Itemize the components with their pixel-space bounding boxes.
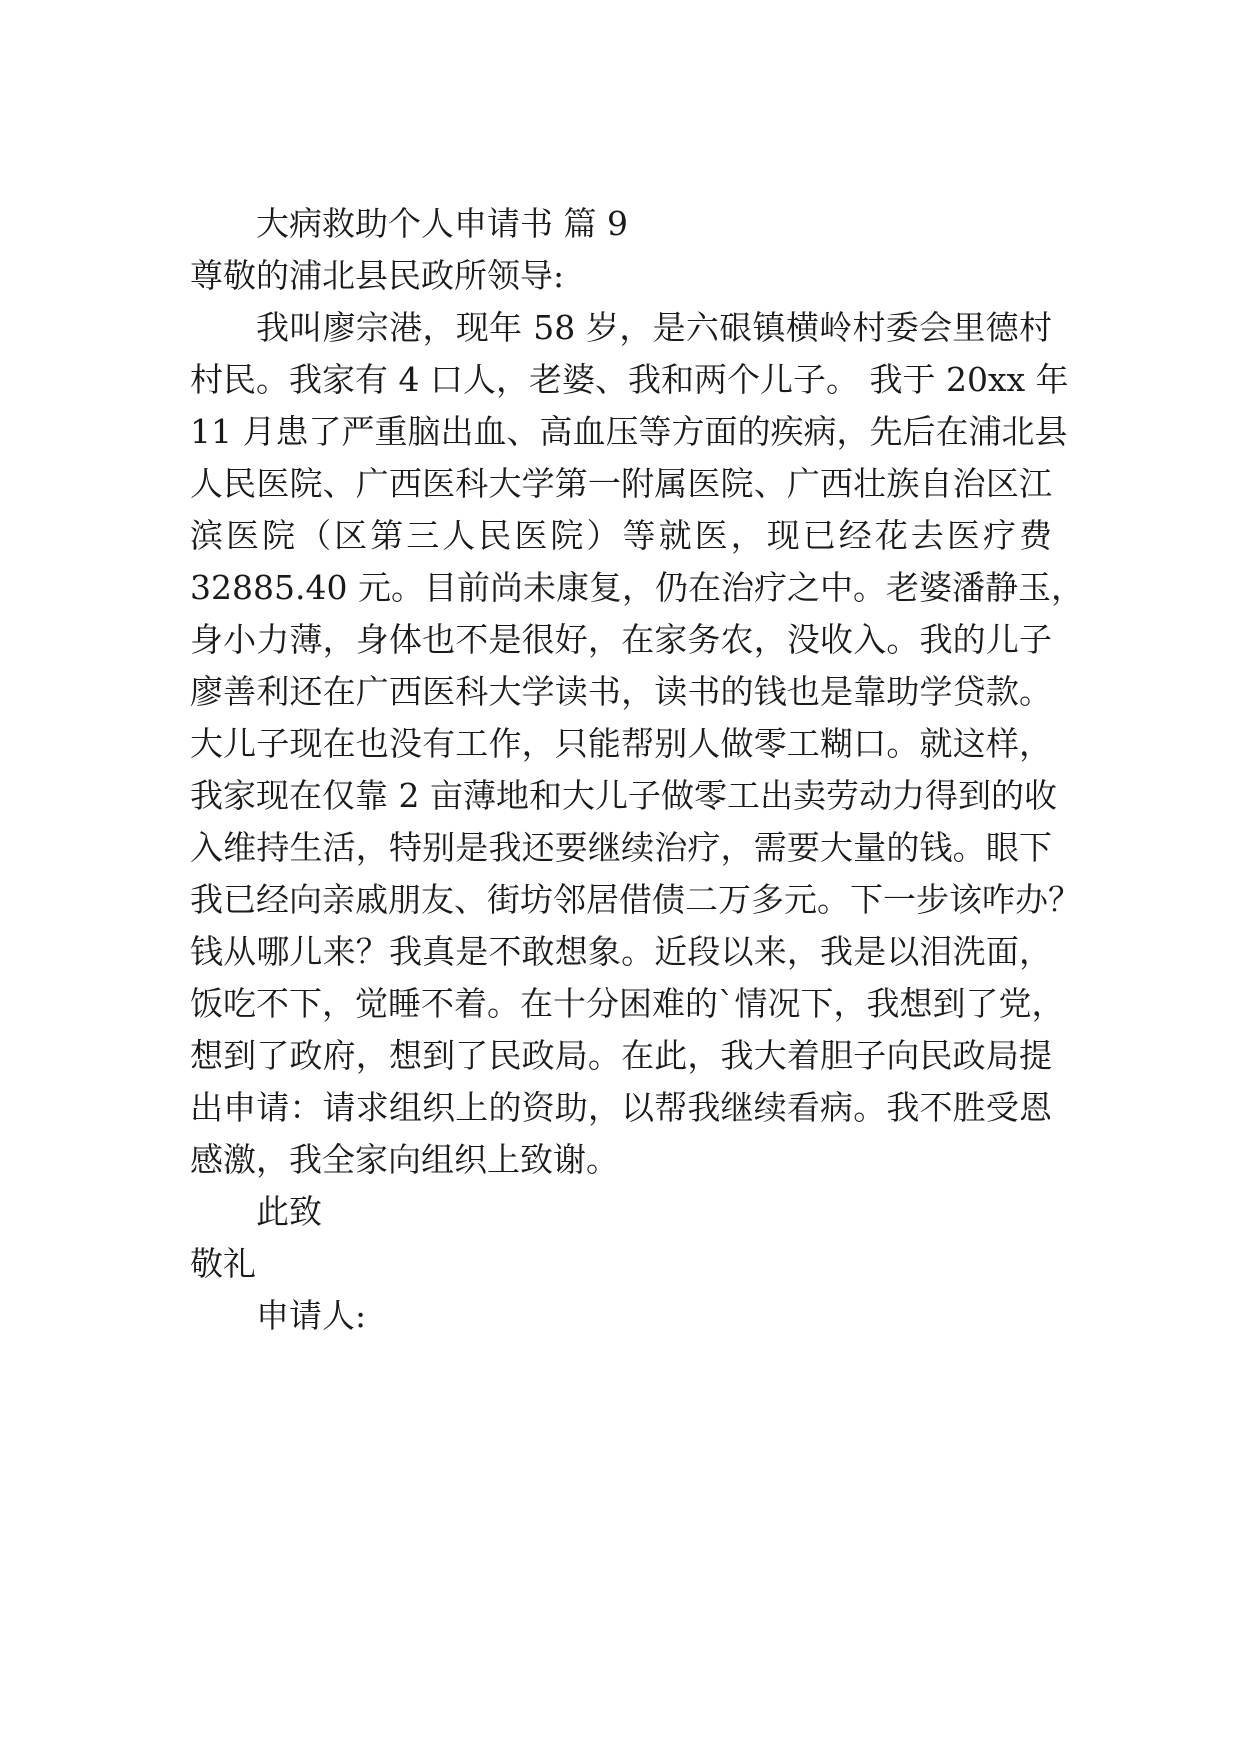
body-line: 32885.40 元。目前尚未康复，仍在治疗之中。老婆潘静玉， [190,568,1084,607]
body-line: 村民。我家有 4 口人，老婆、我和两个儿子。 我于 20xx 年 [190,360,1069,399]
body-line: 廖善利还在广西医科大学读书，读书的钱也是靠助学贷款。 [190,672,1052,711]
body-line: 人民医院、广西医科大学第一附属医院、广西壮族自治区江 [190,464,1052,503]
body-line: 11 月患了严重脑出血、高血压等方面的疾病，先后在浦北县 [190,412,1068,451]
document-title: 大病救助个人申请书 篇 9 [256,204,628,243]
signature-label: 申请人: [256,1296,367,1335]
closing-salute: 敬礼 [190,1244,256,1283]
closing-line: 此致 [256,1192,322,1231]
body-line: 我已经向亲戚朋友、街坊邻居借债二万多元。下一步该咋办？ [190,880,1081,919]
body-line: 感激，我全家向组织上致谢。 [190,1140,619,1179]
body-line: 出申请：请求组织上的资助，以帮我继续看病。我不胜受恩 [190,1088,1052,1127]
body-line: 我家现在仅靠 2 亩薄地和大儿子做零工出卖劳动力得到的收 [190,776,1057,815]
body-line: 滨医院（区第三人民医院）等就医，现已经花去医疗费 [190,516,1052,555]
body-line: 想到了政府，想到了民政局。在此，我大着胆子向民政局提 [190,1036,1052,1075]
body-line: 钱从哪儿来？我真是不敢想象。近段以来，我是以泪洗面， [190,932,1052,971]
body-line: 我叫廖宗港，现年 58 岁，是六硍镇横岭村委会里德村 [256,308,1052,347]
body-line: 身小力薄，身体也不是很好，在家务农，没收入。我的儿子 [190,620,1052,659]
salutation: 尊敬的浦北县民政所领导: [190,256,565,295]
body-line: 饭吃不下，觉睡不着。在十分困难的`情况下，我想到了党， [190,984,1065,1023]
body-line: 大儿子现在也没有工作，只能帮别人做零工糊口。就这样， [190,724,1052,763]
body-line: 入维持生活，特别是我还要继续治疗，需要大量的钱。眼下 [190,828,1052,867]
